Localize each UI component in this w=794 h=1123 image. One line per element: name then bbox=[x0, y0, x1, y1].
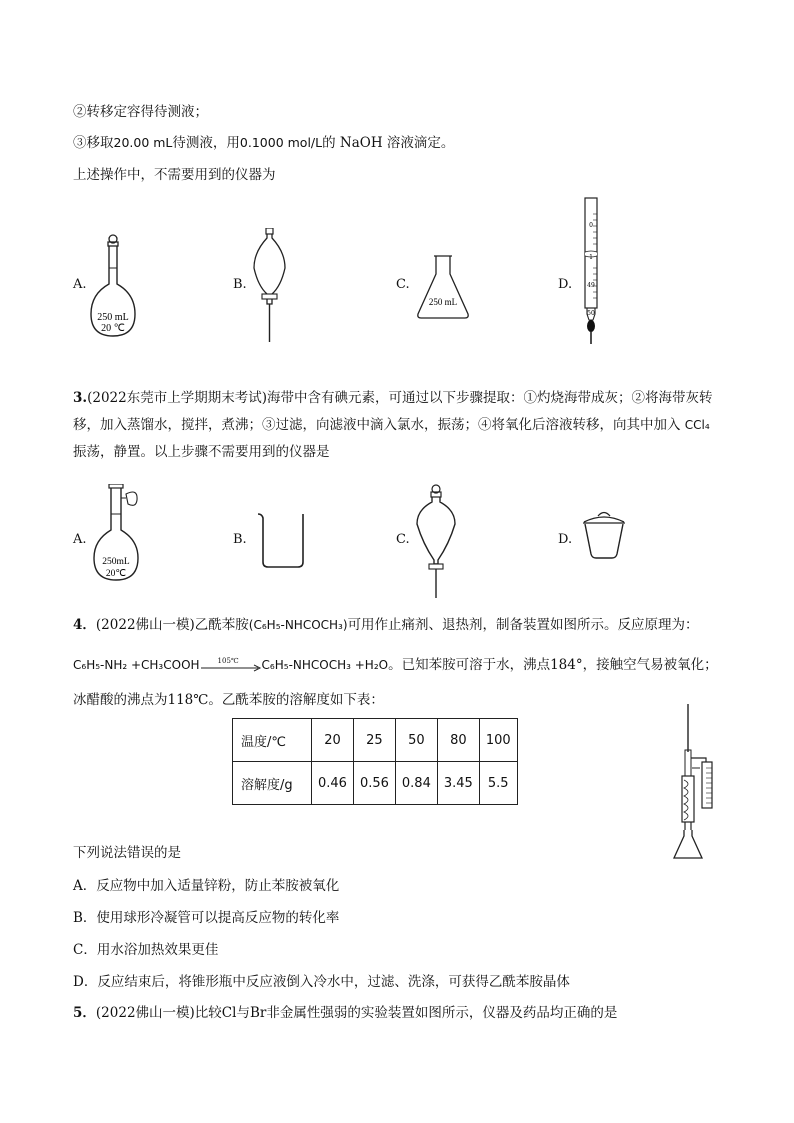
q2-option-c-label: C. bbox=[396, 277, 410, 292]
q2-option-a-label: A. bbox=[73, 277, 87, 292]
burette-icon bbox=[576, 196, 606, 346]
svg-text:0: 0 bbox=[589, 222, 593, 229]
q4-prompt: 下列说法错误的是 bbox=[73, 845, 181, 861]
q3-option-a-label: A. bbox=[73, 532, 87, 547]
flask-volume-label: 250 mL bbox=[97, 312, 129, 323]
q4-intro: 4．(2022佛山一模)乙酰苯胺(C₆H₅-NHCOCH₃)可用作止痛剂、退热剂，制备装置如图所示。反应原理为： bbox=[73, 617, 699, 633]
flask-temp-label: 20 ℃ bbox=[101, 323, 125, 334]
q2-prompt: 上述操作中，不需要用到的仪器为 bbox=[73, 167, 276, 183]
q4-option-d: D．反应结束后，将锥形瓶中反应液倒入冷水中，过滤、洗涤，可获得乙酰苯胺晶体 bbox=[73, 974, 570, 990]
beaker-icon bbox=[256, 510, 308, 570]
svg-text:1: 1 bbox=[589, 254, 593, 261]
erlenmeyer-volume-label: 250 mL bbox=[428, 297, 458, 307]
q4-option-c: C．用水浴加热效果更佳 bbox=[73, 942, 219, 958]
separatory-funnel-pear-icon bbox=[413, 484, 459, 600]
crucible-icon bbox=[580, 510, 628, 560]
q4-option-a: A．反应物中加入适量锌粉，防止苯胺被氧化 bbox=[73, 878, 340, 894]
q3-option-c-label: C. bbox=[396, 532, 410, 547]
q3-option-b-label: B. bbox=[233, 532, 247, 547]
q3-number: 3. bbox=[73, 390, 88, 406]
table-row: 温度/℃ 20 25 50 80 100 bbox=[233, 719, 518, 762]
svg-text:20℃: 20℃ bbox=[105, 569, 127, 579]
reaction-arrow-icon bbox=[200, 663, 262, 673]
q3-option-d-label: D. bbox=[558, 532, 573, 547]
erlenmeyer-flask-icon bbox=[415, 254, 471, 320]
step3-text: ③移取20.00 mL待测液，用0.1000 mol/L的 NaOH 溶液滴定。 bbox=[73, 135, 455, 151]
volumetric-flask-icon bbox=[88, 232, 148, 344]
q4-equation: C₆H₅-NH₂ +CH₃COOH 105℃ C₆H₅-NHCOCH₃ +H₂O。已知苯胺可溶于水，沸点184°，接触空气易被氧化； bbox=[73, 656, 718, 673]
volumetric-flask-stopper-icon bbox=[90, 484, 150, 586]
svg-text:250mL: 250mL bbox=[102, 557, 130, 567]
q3-text: 3.(2022东莞市上学期期末考试)海带中含有碘元素，可通过以下步骤提取：①灼烧海带成灰；②将海带灰转 移，加入蒸馏水，搅拌，煮沸；③过滤，向滤液中滴入氯水，振荡；④将氧化后溶液转移，向其中加入 CCl₄ 振荡，静置。以上步骤不需要用到的仪器是 bbox=[73, 390, 713, 460]
table-row: 溶解度/g 0.46 0.56 0.84 3.45 5.5 bbox=[233, 762, 518, 805]
separatory-funnel-icon bbox=[250, 228, 290, 346]
q4-option-b: B．使用球形冷凝管可以提高反应物的转化率 bbox=[73, 910, 340, 926]
reflux-apparatus-icon bbox=[662, 702, 732, 862]
q2-option-d-label: D. bbox=[558, 277, 573, 292]
solubility-table bbox=[232, 718, 518, 805]
q5-text: 5．(2022佛山一模)比较Cl与Br非金属性强弱的实验装置如图所示，仪器及药品均正确的是 bbox=[73, 1005, 618, 1021]
svg-text:50: 50 bbox=[587, 310, 595, 317]
q2-option-b-label: B. bbox=[233, 277, 247, 292]
svg-text:49: 49 bbox=[587, 282, 595, 289]
q4-line3: 冰醋酸的沸点为118℃。乙酰苯胺的溶解度如下表： bbox=[73, 692, 384, 708]
step2-text: ②转移定容得待测液； bbox=[73, 104, 208, 120]
